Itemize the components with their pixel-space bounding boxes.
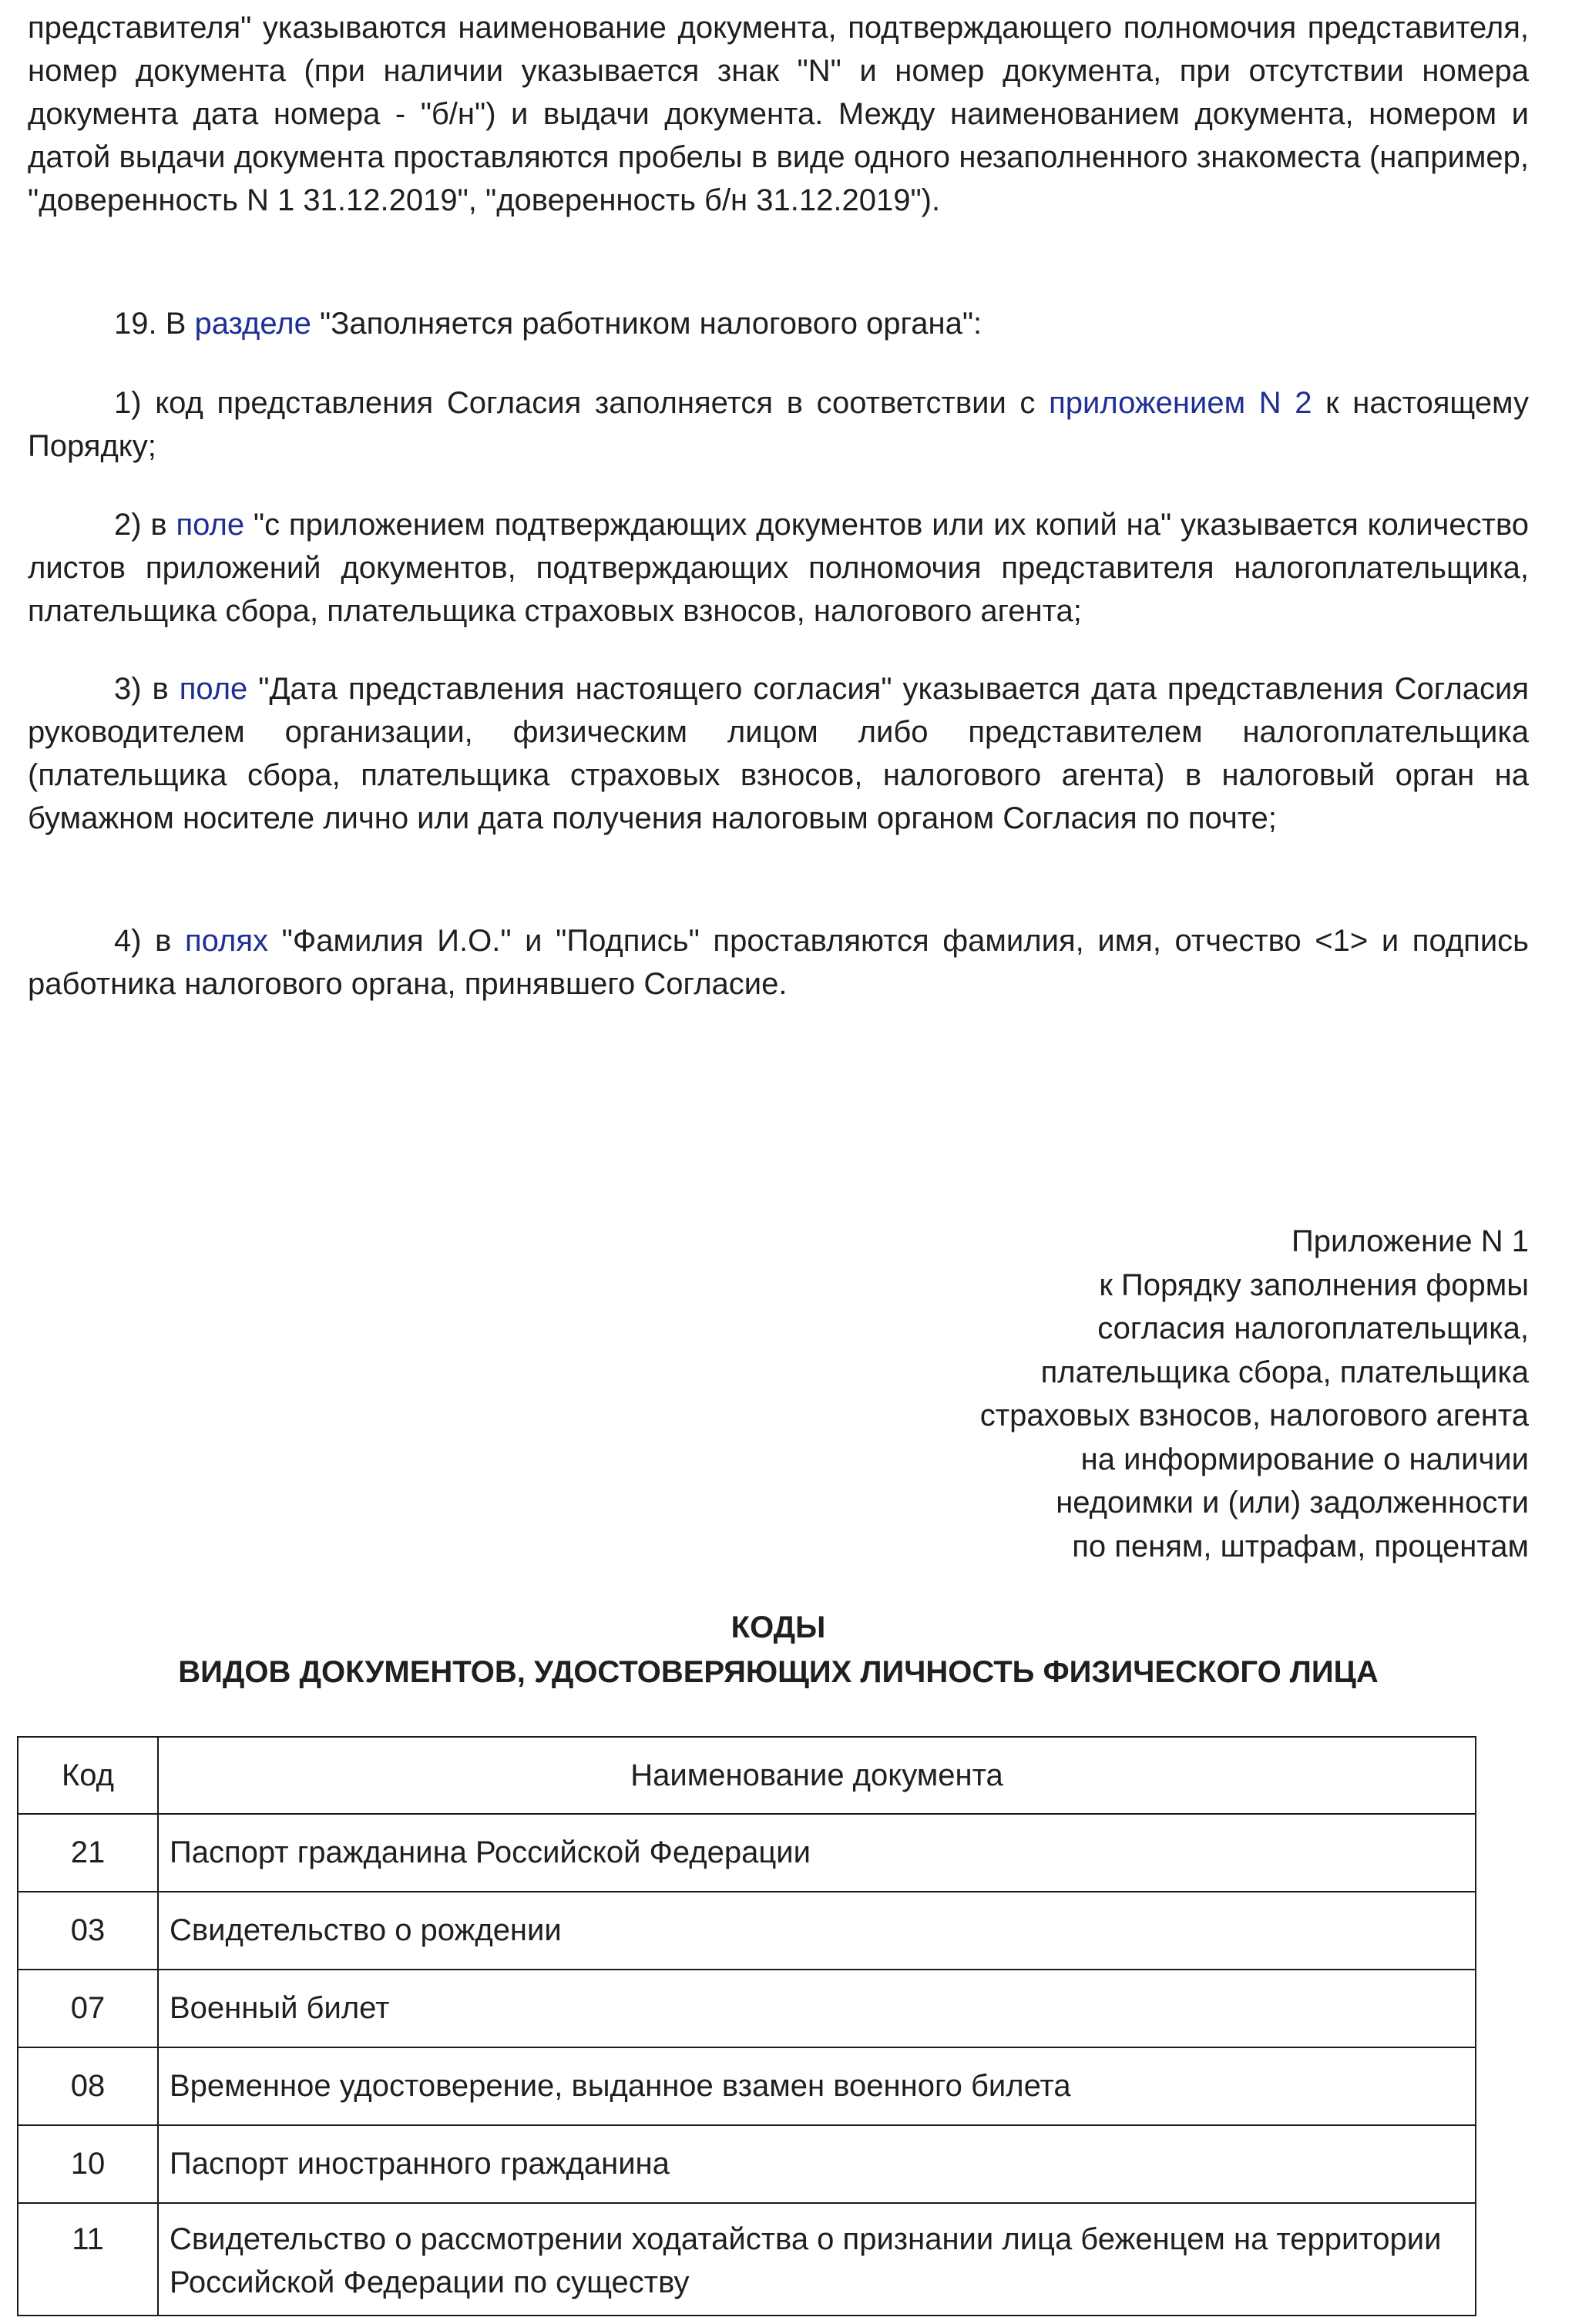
item-1-text-before: 1) код представления Согласия заполняется в соответствии с (114, 386, 1050, 420)
appendix-line: на информирование о наличии (1080, 1442, 1529, 1476)
header-name: Наименование документа (158, 1737, 1476, 1814)
row-name: Свидетельство о рассмотрении ходатайства о признании лица беженцем на территории Российской Федерации по существу (158, 2203, 1476, 2316)
table-row (18, 2203, 1476, 2316)
paragraph-19-text-after: "Заполняется работником налогового органа": (311, 307, 982, 341)
header-code: Код (18, 1737, 158, 1814)
appendix-line: плательщика сбора, плательщика (1040, 1355, 1529, 1389)
link-field-attachments[interactable]: поле (176, 508, 245, 542)
link-appendix-2[interactable]: приложением N 2 (1049, 386, 1312, 420)
appendix-line: недоимки и (или) задолженности (1056, 1486, 1529, 1520)
item-3-text-before: 3) в (114, 672, 180, 706)
appendix-line: по пеням, штрафам, процентам (1072, 1529, 1529, 1563)
paragraph-item-2 (28, 503, 1529, 633)
document-codes-table (17, 1736, 1476, 2316)
link-field-date[interactable]: поле (179, 672, 248, 706)
appendix-line: согласия налогоплательщика, (1097, 1311, 1529, 1345)
item-3-text-after: "Дата представления настоящего согласия" указывается дата представления Согласия руководителем организации, физическим лицом либо представителем налогоплательщика (плательщика сбора, плательщика страховых взносов, налогового агента) в налоговый орган на бумажном носителе лично или дата получения налоговым органом Согласия по почте; (28, 672, 1530, 835)
paragraph-item-3 (28, 667, 1529, 840)
item-4-text-before: 4) в (114, 924, 186, 958)
table-row (18, 2125, 1476, 2203)
link-section[interactable]: разделе (194, 307, 311, 341)
link-fields-name-signature[interactable]: полях (185, 924, 269, 958)
appendix-line: Приложение N 1 (1291, 1224, 1529, 1258)
row-name: Паспорт гражданина Российской Федерации (158, 1814, 1476, 1892)
paragraph-19-text-before: 19. В (114, 307, 195, 341)
row-code: 07 (18, 1970, 158, 2047)
row-name: Временное удостоверение, выданное взамен военного билета (158, 2047, 1476, 2125)
appendix-line: к Порядку заполнения формы (1099, 1268, 1529, 1302)
table-row (18, 1814, 1476, 1892)
row-code: 03 (18, 1892, 158, 1970)
row-name: Паспорт иностранного гражданина (158, 2125, 1476, 2203)
heading-title: КОДЫ (731, 1610, 826, 1644)
table-row (18, 1892, 1476, 1970)
appendix-line: страховых взносов, налогового агента (979, 1399, 1529, 1432)
table-row (18, 1970, 1476, 2047)
item-4-text-after: "Фамилия И.О." и "Подпись" проставляются фамилия, имя, отчество <1> и подпись работника налогового органа, принявшего Согласие. (28, 924, 1529, 1001)
item-1-text-after: к настоящему Порядку; (28, 386, 1530, 463)
table-header-row (18, 1737, 1476, 1814)
row-name: Свидетельство о рождении (158, 1892, 1476, 1970)
item-2-text-before: 2) в (114, 508, 176, 542)
heading-subtitle: ВИДОВ ДОКУМЕНТОВ, УДОСТОВЕРЯЮЩИХ ЛИЧНОСТЬ ФИЗИЧЕСКОГО ЛИЦА (178, 1655, 1379, 1689)
paragraph-item-4 (28, 919, 1529, 1006)
appendix-reference (980, 1220, 1529, 1568)
table-row (18, 2047, 1476, 2125)
section-heading (28, 1605, 1529, 1694)
row-name: Военный билет (158, 1970, 1476, 2047)
row-code: 08 (18, 2047, 158, 2125)
row-code: 11 (18, 2203, 158, 2316)
paragraph-19 (28, 302, 1529, 345)
paragraph-representative-document: представителя" указываются наименование документа, подтверждающего полномочия представителя, номер документа (при наличии указывается знак "N" и номер документа, при отсутствии номера документа дата номера - "б/н") и выдачи документа. Между наименованием документа, номером и датой выдачи документа проставляются пробелы в виде одного незаполненного знакоместа (например, "доверенность N 1 31.12.2019", "доверенность б/н 31.12.2019"). (28, 11, 1529, 217)
paragraph-item-1 (28, 381, 1529, 468)
row-code: 21 (18, 1814, 158, 1892)
item-2-text-after: "с приложением подтверждающих документов или их копий на" указывается количество листов приложений документов, подтверждающих полномочия представителя налогоплательщика, плательщика сбора, плательщика страховых взносов, налогового агента; (28, 508, 1529, 628)
row-code: 10 (18, 2125, 158, 2203)
